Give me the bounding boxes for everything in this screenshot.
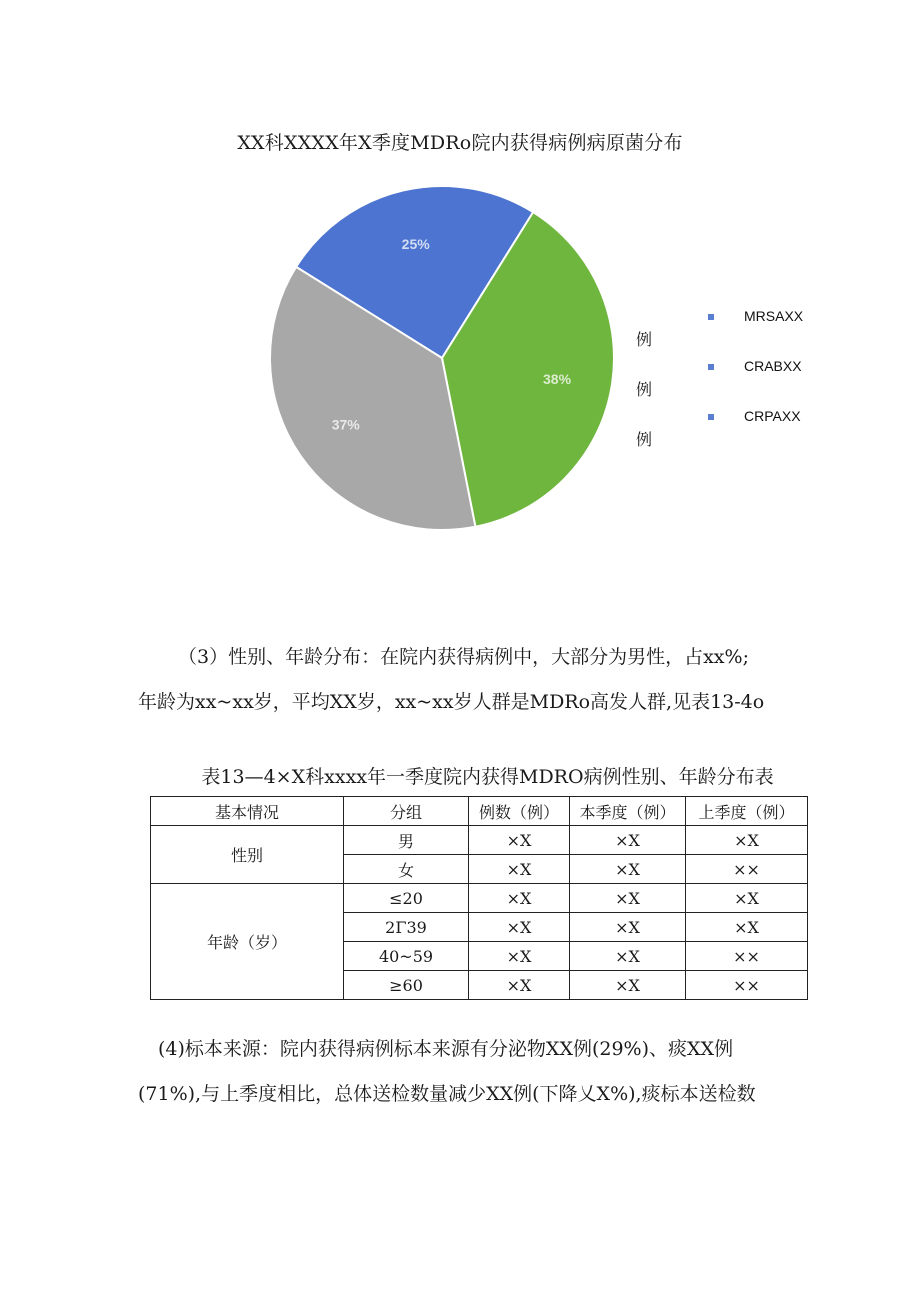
value-cell: ×X [570, 826, 686, 855]
value-cell: ×X [570, 884, 686, 913]
value-cell: ×X [469, 971, 570, 1000]
pie-slice-label: 38% [543, 371, 572, 388]
stray-char: 例 [636, 430, 653, 449]
legend-item-crpa [708, 408, 801, 424]
header-cell: 本季度（例） [570, 797, 686, 826]
stray-char: 例 [636, 380, 653, 399]
value-cell: ×X [469, 884, 570, 913]
group-cell: 女 [344, 855, 469, 884]
value-cell: ×× [686, 971, 808, 1000]
value-cell: ×× [686, 855, 808, 884]
value-cell: ×X [469, 826, 570, 855]
group-cell: ≥60 [344, 971, 469, 1000]
value-cell: ×× [686, 942, 808, 971]
value-cell: ×X [570, 855, 686, 884]
group-cell: 男 [344, 826, 469, 855]
legend-label: MRSAXX [744, 308, 804, 324]
paragraph-4-line-1: (4)标本来源：院内获得病例标本来源有分泌物XX例(29%)、痰XX例 [158, 1038, 734, 1060]
value-cell: ×X [570, 913, 686, 942]
category-cell: 性别 [151, 826, 344, 884]
value-cell: ×X [469, 855, 570, 884]
value-cell: ×X [686, 913, 808, 942]
pie-slice-label: 37% [331, 416, 360, 433]
value-cell: ×X [469, 913, 570, 942]
group-cell: ≤20 [344, 884, 469, 913]
legend-marker [708, 414, 714, 420]
value-cell: ×X [570, 942, 686, 971]
chart-title: XX科XXXX年X季度MDRo院内获得病例病原菌分布 [237, 132, 683, 154]
paragraph-4-line-2: (71%),与上季度相比，总体送检数量减少XX例(下降乂X%),痰标本送检数 [138, 1083, 756, 1105]
header-cell: 例数（例） [469, 797, 570, 826]
legend-item-crab [708, 358, 802, 374]
header-cell: 基本情况 [151, 797, 344, 826]
table-caption: 表13—4×X科xxxx年一季度院内获得MDRO病例性别、年龄分布表 [201, 766, 774, 788]
table-row [151, 826, 808, 855]
legend-label: CRPAXX [744, 408, 801, 424]
legend-label: CRABXX [744, 358, 802, 374]
category-cell: 年龄（岁） [151, 884, 344, 1000]
value-cell: ×X [686, 884, 808, 913]
header-cell: 上季度（例） [686, 797, 808, 826]
pie-slice-label: 25% [401, 236, 430, 253]
header-cell: 分组 [344, 797, 469, 826]
paragraph-3-line-1: （3）性别、年龄分布：在院内获得病例中，大部分为男性，占xx%; [178, 646, 749, 668]
distribution-table [150, 796, 808, 1000]
stray-char: 例 [636, 330, 653, 349]
pie-chart [256, 176, 628, 540]
group-cell: 2Γ39 [344, 913, 469, 942]
value-cell: ×X [686, 826, 808, 855]
legend-item-mrsa [708, 308, 803, 324]
paragraph-3-line-2: 年龄为xx~xx岁，平均XX岁，xx~xx岁人群是MDRo高发人群,见表13-4o [138, 691, 765, 713]
value-cell: ×X [570, 971, 686, 1000]
legend-marker [708, 364, 714, 370]
value-cell: ×X [469, 942, 570, 971]
table-row [151, 884, 808, 913]
legend-marker [708, 314, 714, 320]
group-cell: 40~59 [344, 942, 469, 971]
table-header-row [151, 797, 808, 826]
